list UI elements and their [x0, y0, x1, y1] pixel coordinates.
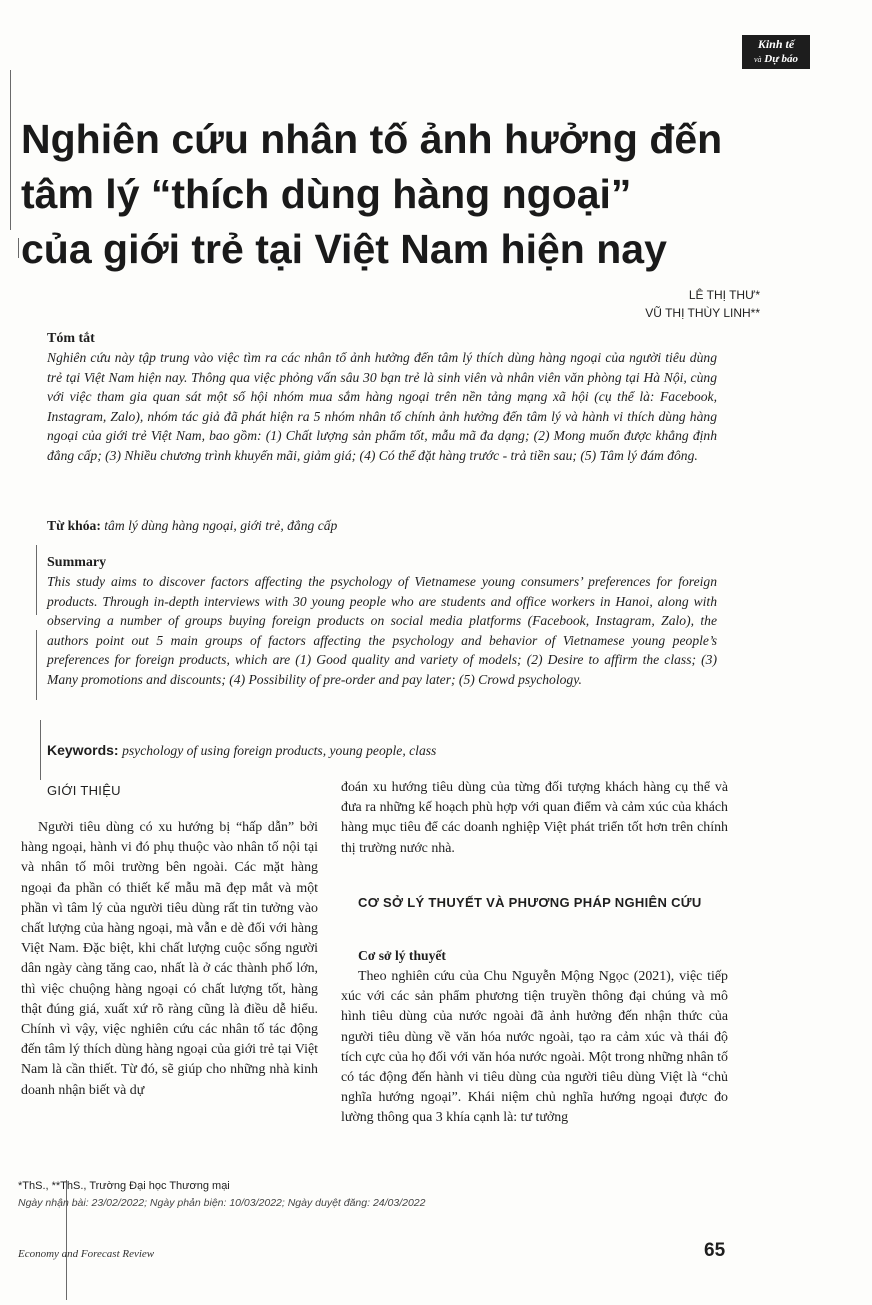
author-list [645, 286, 760, 322]
left-column [21, 818, 318, 1101]
page-number: 65 [704, 1240, 726, 1261]
title-line-2: tâm lý “thích dùng hàng ngoại” [21, 171, 632, 217]
footnote [18, 1178, 558, 1212]
scan-edge-line [18, 238, 19, 258]
footnote-affiliation: *ThS., **ThS., Trường Đại học Thương mại [18, 1180, 230, 1192]
section-theory-heading: CƠ SỞ LÝ THUYẾT VÀ PHƯƠNG PHÁP NGHIÊN CỨU [358, 895, 702, 910]
journal-name: Economy and Forecast Review [18, 1248, 155, 1260]
tukhoa-value: tâm lý dùng hàng ngoại, giới trẻ, đẳng cấp [104, 518, 338, 533]
article-title [21, 112, 781, 277]
scan-edge-line [40, 720, 41, 780]
intro-paragraph-cont: đoán xu hướng tiêu dùng của từng đối tượng khách hàng cụ thể và đưa ra những kế hoạch phù hợp với quan điểm và cảm xúc của khách hàng mục tiêu để các doanh nghiệp Việt phát triển tốt hơn trên chính thị trường nước nhà. [341, 780, 728, 856]
intro-paragraph: Người tiêu dùng có xu hướng bị “hấp dẫn” bởi hàng ngoại, hành vi đó phụ thuộc vào nhân tố nội tại và nhân tố môi trường bên ngoài. Các mặt hàng ngoại đa phần có thiết kế mẫu mã đẹp mắt và một phần vì tâm lý của người tiêu dùng rất tin tưởng vào chất lượng của hàng ngoại, mà vẫn e dè đối với hàng Việt Nam. Đặc biệt, khi chất lượng cuộc sống người dân ngày càng tăng cao, nhất là ở các thành phố lớn, thì việc chuộng hàng ngoại có chất lượng tốt, hàng thật đúng giá, xuất xứ rõ ràng cũng là điều dễ hiểu. Chính vì vậy, việc nghiên cứu các nhân tố tác động đến tâm lý thích dùng hàng ngoại của giới trẻ tại Việt Nam là cần thiết. Từ đó, sẽ giúp cho những nhà kinh doanh nhận biết và dự [21, 820, 318, 1098]
summary-heading: Summary [47, 555, 107, 570]
title-line-1: Nghiên cứu nhân tố ảnh hưởng đến [21, 116, 723, 162]
logo-line2 [742, 52, 810, 67]
author-1: LÊ THỊ THƯ* [688, 288, 760, 302]
footnote-dates: Ngày nhận bài: 23/02/2022; Ngày phản biện: 10/03/2022; Ngày duyệt đăng: 24/03/2022 [18, 1197, 426, 1209]
title-line-3: của giới trẻ tại Việt Nam hiện nay [21, 226, 667, 272]
logo-word: Dự báo [764, 53, 799, 65]
section-intro-heading: GIỚI THIỆU [47, 783, 121, 798]
tomtat-body: Nghiên cứu này tập trung vào việc tìm ra các nhân tố ảnh hưởng đến tâm lý thích dùng hàng ngoại của người tiêu dùng trẻ tại Việt Nam hiện nay. Thông qua việc phỏng vấn sâu 30 bạn trẻ là sinh viên và nhân viên văn phòng tại Hà Nội, cùng với việc tham gia quan sát một số hội nhóm mua sắm hàng ngoại trên nền tảng mạng xã hội (cụ thể là: Facebook, Instagram, Zalo), nhóm tác giả đã phát hiện ra 5 nhóm nhân tố chính ảnh hưởng đến tâm lý và hành vi thích dùng hàng ngoại của giới trẻ Việt Nam, bao gồm: (1) Chất lượng sản phẩm tốt, mẫu mã đa dạng; (2) Mong muốn được khẳng định đẳng cấp; (3) Nhiều chương trình khuyến mãi, giảm giá; (4) Có thể đặt hàng trước - trả tiền sau; (5) Tâm lý đám đông. [47, 350, 717, 463]
scan-edge-line [10, 70, 11, 230]
tukhoa-line [47, 518, 337, 534]
keywords-label: Keywords: [47, 742, 119, 758]
summary-body: This study aims to discover factors affecting the psychology of Vietnamese young consumers’ preferences for foreign products. Through in-depth interviews with 30 young people who are students and office workers in Hanoi, along with observing a number of groups buying foreign products on social media platforms (Facebook, Instagram, Zalo), the authors point out 5 main groups of factors affecting the psychology and behavior of Vietnamese young people’s preferences for foreign products, which are (1) Good quality and variety of models; (2) Desire to affirm the class; (3) Many promotions and discounts; (4) Possibility of pre-order and pay later; (5) Crowd psychology. [47, 574, 717, 687]
tukhoa-label: Từ khóa: [47, 518, 101, 533]
scan-edge-line [36, 630, 37, 700]
keywords-line [47, 742, 436, 760]
logo-small: và [753, 55, 762, 64]
journal-logo [742, 35, 810, 69]
scan-edge-line [36, 545, 37, 615]
subheading-theory: Cơ sở lý thuyết [358, 948, 446, 963]
theory-paragraph: Theo nghiên cứu của Chu Nguyễn Mộng Ngọc (2021), việc tiếp xúc với các sản phẩm phương tiện truyền thông đại chúng và mô hình tiêu dùng của nước ngoài đã ảnh hưởng đến nhận thức của người tiêu dùng về văn hóa nước ngoài, tạo ra cảm xúc và thái độ tích cực của họ đối với văn hóa nước ngoài. Một trong những nhân tố có tác động đến hành vi tiêu dùng của người tiêu dùng Việt là “chủ nghĩa hướng ngoại”. Khái niệm chủ nghĩa hướng ngoại được đo lường thông qua 3 khía cạnh là: tư tưởng [341, 969, 728, 1126]
tomtat-heading: Tóm tắt [47, 331, 95, 346]
logo-line1: Kinh tế [757, 37, 795, 51]
author-2: VŨ THỊ THÙY LINH** [645, 306, 760, 320]
right-column-theory [341, 967, 728, 1129]
keywords-value: psychology of using foreign products, young people, class [122, 743, 437, 758]
right-column-cont [341, 778, 728, 859]
